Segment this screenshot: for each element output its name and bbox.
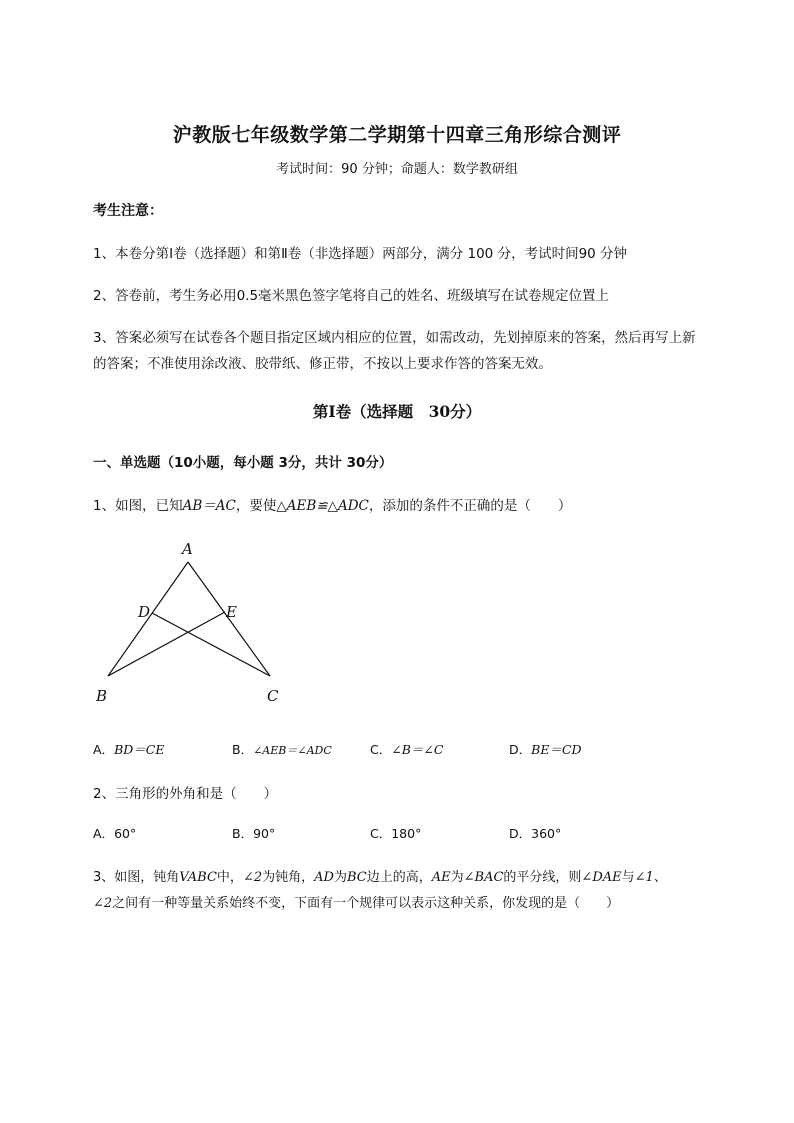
q1-mid: ，要使 [235, 498, 277, 514]
question-3-line1 [93, 866, 667, 885]
label-D: D [138, 603, 151, 621]
triangle-figure [90, 536, 300, 708]
exam-title: 沪教版七年级数学第二学期第十四章三角形综合测评 [172, 124, 622, 146]
exam-subtitle: 考试时间：90 分钟；命题人：数学教研组 [276, 162, 518, 177]
option-letter: C． [370, 826, 392, 841]
q2-option-d[interactable] [509, 824, 561, 842]
option-letter: A． [93, 742, 115, 757]
q3-math: AD [314, 870, 334, 885]
label-B: B [96, 687, 108, 705]
option-text: 360° [531, 826, 562, 841]
question-2: 2、三角形的外角和是（ ） [93, 786, 278, 802]
q1-prefix: 1、如图，已知 [93, 498, 183, 514]
q3-text: 之间有一种等量关系始终不变，下面有一个规律可以表示这种关系，你发现的是（ ） [112, 896, 620, 911]
option-letter: B． [232, 826, 254, 841]
label-A: A [182, 540, 193, 558]
q2-option-a[interactable] [93, 824, 136, 842]
q3-math: ∠2 [242, 870, 263, 885]
q3-math: AE [431, 870, 451, 885]
question-1 [93, 494, 571, 514]
label-C: C [267, 687, 279, 705]
q3-math: ∠2 [93, 896, 113, 911]
option-letter: C． [370, 742, 392, 757]
q3-math: BC [346, 870, 367, 885]
q1-condition: AB＝AC [182, 498, 236, 514]
segment-BE [108, 612, 225, 676]
q3-text: 中， [216, 870, 243, 885]
q1-option-c[interactable] [370, 740, 443, 758]
notice-heading: 考生注意： [93, 203, 163, 219]
q3-text: 为钝角， [262, 870, 315, 885]
option-letter: A． [93, 826, 115, 841]
notice-item-2: 2、答卷前，考生务必用0.5毫米黑色签字笔将自己的姓名、班级填写在试卷规定位置上 [93, 288, 610, 304]
option-text: ∠AEB＝∠ADC [253, 744, 332, 757]
q3-text: 为 [450, 870, 464, 885]
option-text: 60° [114, 826, 137, 841]
q3-text: 与 [621, 870, 635, 885]
notice-item-3-line1: 3、答案必须写在试卷各个题目指定区域内相应的位置，如需改动，先划掉原来的答案，然后再写上新 [93, 330, 696, 346]
notice-item-3-line2: 的答案；不准使用涂改液、胶带纸、修正带，不按以上要求作答的答案无效。 [93, 356, 552, 372]
q2-option-b[interactable] [232, 824, 275, 842]
option-text: 180° [391, 826, 422, 841]
q1-option-b[interactable] [232, 740, 332, 758]
section-title: 第Ⅰ卷（选择题 30分） [312, 402, 482, 421]
question-3-line2 [93, 892, 619, 911]
part-title: 一、单选题（10小题，每小题 3分，共计 30分） [93, 455, 393, 471]
q1-option-a[interactable] [93, 740, 164, 758]
option-letter: D． [509, 742, 532, 757]
option-text: ∠B＝∠C [391, 742, 444, 757]
option-text: BD＝CE [114, 742, 165, 757]
q3-math: ∠DAE [581, 870, 622, 885]
q1-suffix: ，添加的条件不正确的是（ ） [368, 498, 572, 514]
label-E: E [226, 603, 237, 621]
q3-text: 的平分线，则 [503, 870, 582, 885]
option-letter: B． [232, 742, 254, 757]
segment-CD [152, 613, 270, 676]
q3-math: VABC [179, 870, 217, 885]
q3-text: 、 [653, 870, 667, 885]
q1-target: △AEB≌△ADC [276, 498, 369, 514]
notice-item-1: 1、本卷分第Ⅰ卷（选择题）和第Ⅱ卷（非选择题）两部分，满分 100 分，考试时间90 分钟 [93, 246, 628, 262]
q3-math: ∠1 [634, 870, 654, 885]
q2-option-c[interactable] [370, 824, 421, 842]
q3-text: 3、如图，钝角 [93, 870, 180, 885]
q3-math: ∠BAC [463, 870, 504, 885]
option-text: BE＝CD [531, 742, 582, 757]
q3-text: 边上的高， [366, 870, 432, 885]
q1-option-d[interactable] [509, 740, 582, 758]
option-text: 90° [253, 826, 276, 841]
option-letter: D． [509, 826, 532, 841]
q3-text: 为 [333, 870, 347, 885]
